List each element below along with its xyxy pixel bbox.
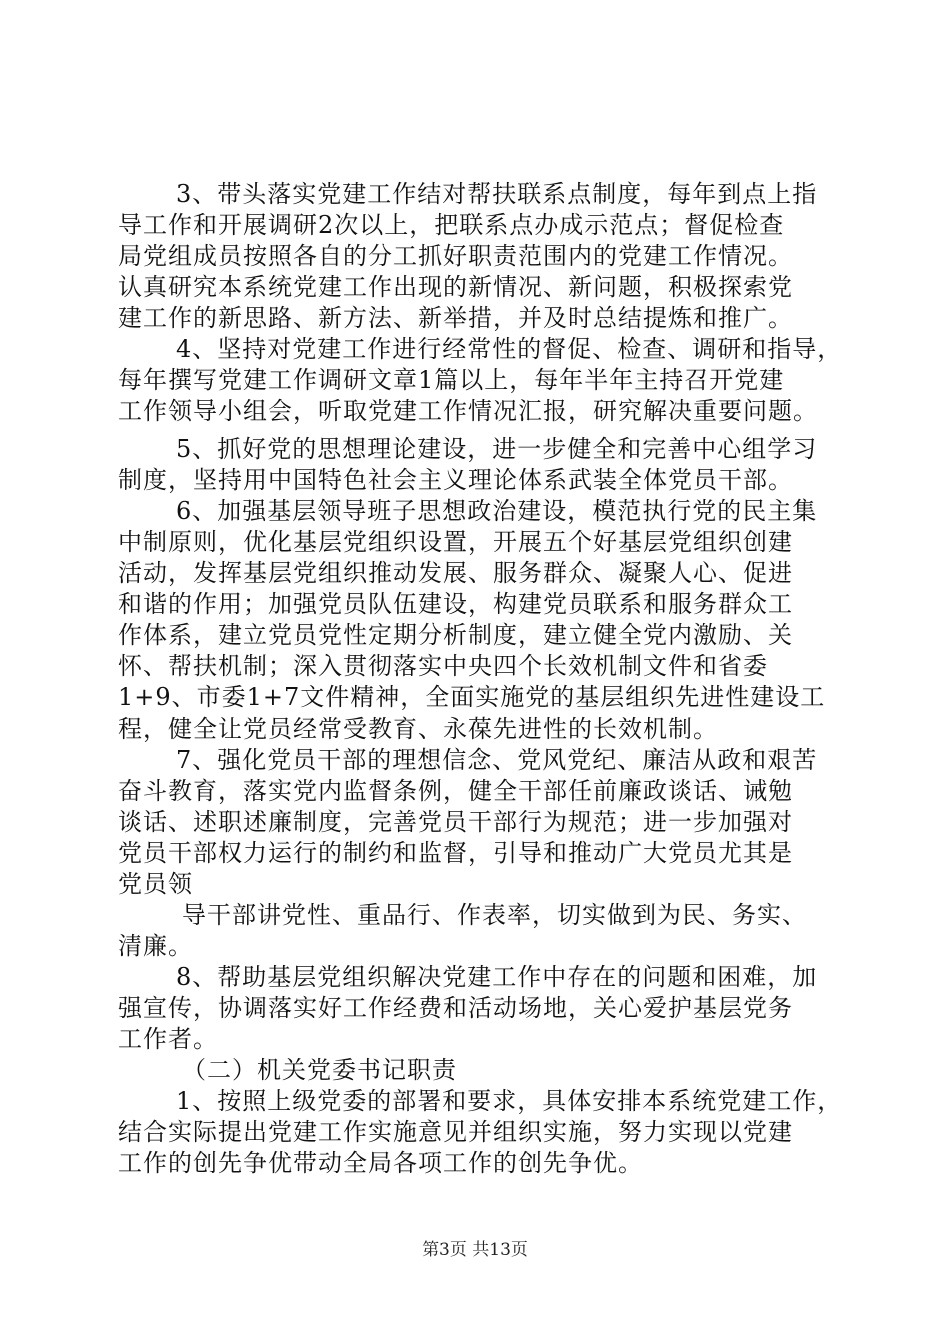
text-line-31: 结合实际提出党建工作实施意见并组织实施，努力实现以党建 [118, 1118, 793, 1146]
text-line-5: 建工作的新思路、新方法、新举措，并及时总结提炼和推广。 [118, 304, 793, 332]
text-line-17: 1+9、市委1+7文件精神，全面实施党的基层组织先进性建设工 [118, 683, 826, 711]
text-line-23: 党员领 [118, 870, 193, 898]
text-line-13: 活动，发挥基层党组织推动发展、服务群众、凝聚人心、促进 [118, 559, 793, 587]
text-line-10: 制度，坚持用中国特色社会主义理论体系武装全体党员干部。 [118, 466, 793, 494]
text-line-8: 工作领导小组会，听取党建工作情况汇报，研究解决重要问题。 [118, 397, 818, 425]
text-line-27: 强宣传，协调落实好工作经费和活动场地，关心爱护基层党务 [118, 994, 793, 1022]
text-line-6: 4、坚持对党建工作进行经常性的督促、检查、调研和指导， [176, 335, 843, 363]
text-line-3: 局党组成员按照各自的分工抓好职责范围内的党建工作情况。 [118, 242, 793, 270]
text-line-24: 导干部讲党性、重品行、作表率，切实做到为民、务实、 [182, 901, 807, 929]
text-line-20: 奋斗教育，落实党内监督条例，健全干部任前廉政谈话、诫勉 [118, 777, 793, 805]
text-line-12: 中制原则，优化基层党组织设置，开展五个好基层党组织创建 [118, 528, 793, 556]
text-line-18: 程，健全让党员经常受教育、永葆先进性的长效机制。 [118, 715, 718, 743]
text-line-4: 认真研究本系统党建工作出现的新情况、新问题，积极探索党 [118, 273, 793, 301]
text-line-26: 8、帮助基层党组织解决党建工作中存在的问题和困难，加 [176, 963, 818, 991]
text-line-30: 1、按照上级党委的部署和要求，具体安排本系统党建工作， [176, 1087, 843, 1115]
text-line-32: 工作的创先争优带动全局各项工作的创先争优。 [118, 1149, 643, 1177]
text-line-15: 作体系，建立党员党性定期分析制度，建立健全党内激励、关 [118, 621, 793, 649]
page-footer: 第3页 共13页 [422, 1240, 528, 1260]
text-line-11: 6、加强基层领导班子思想政治建设，模范执行党的民主集 [176, 497, 818, 525]
text-line-21: 谈话、述职述廉制度，完善党员干部行为规范；进一步加强对 [118, 808, 793, 836]
text-line-19: 7、强化党员干部的理想信念、党风党纪、廉洁从政和艰苦 [176, 746, 818, 774]
text-line-14: 和谐的作用；加强党员队伍建设，构建党员联系和服务群众工 [118, 590, 793, 618]
text-line-25: 清廉。 [118, 932, 193, 960]
section-heading: （二）机关党委书记职责 [182, 1056, 457, 1084]
text-line-7: 每年撰写党建工作调研文章1篇以上，每年半年主持召开党建 [118, 366, 785, 394]
text-line-9: 5、抓好党的思想理论建设，进一步健全和完善中心组学习 [176, 435, 818, 463]
text-line-16: 怀、帮扶机制；深入贯彻落实中央四个长效机制文件和省委 [118, 652, 768, 680]
text-line-2: 导工作和开展调研2次以上，把联系点办成示范点；督促检查 [118, 211, 785, 239]
text-line-28: 工作者。 [118, 1025, 218, 1053]
text-line-1: 3、带头落实党建工作结对帮扶联系点制度，每年到点上指 [176, 180, 818, 208]
text-line-22: 党员干部权力运行的制约和监督，引导和推动广大党员尤其是 [118, 839, 793, 867]
